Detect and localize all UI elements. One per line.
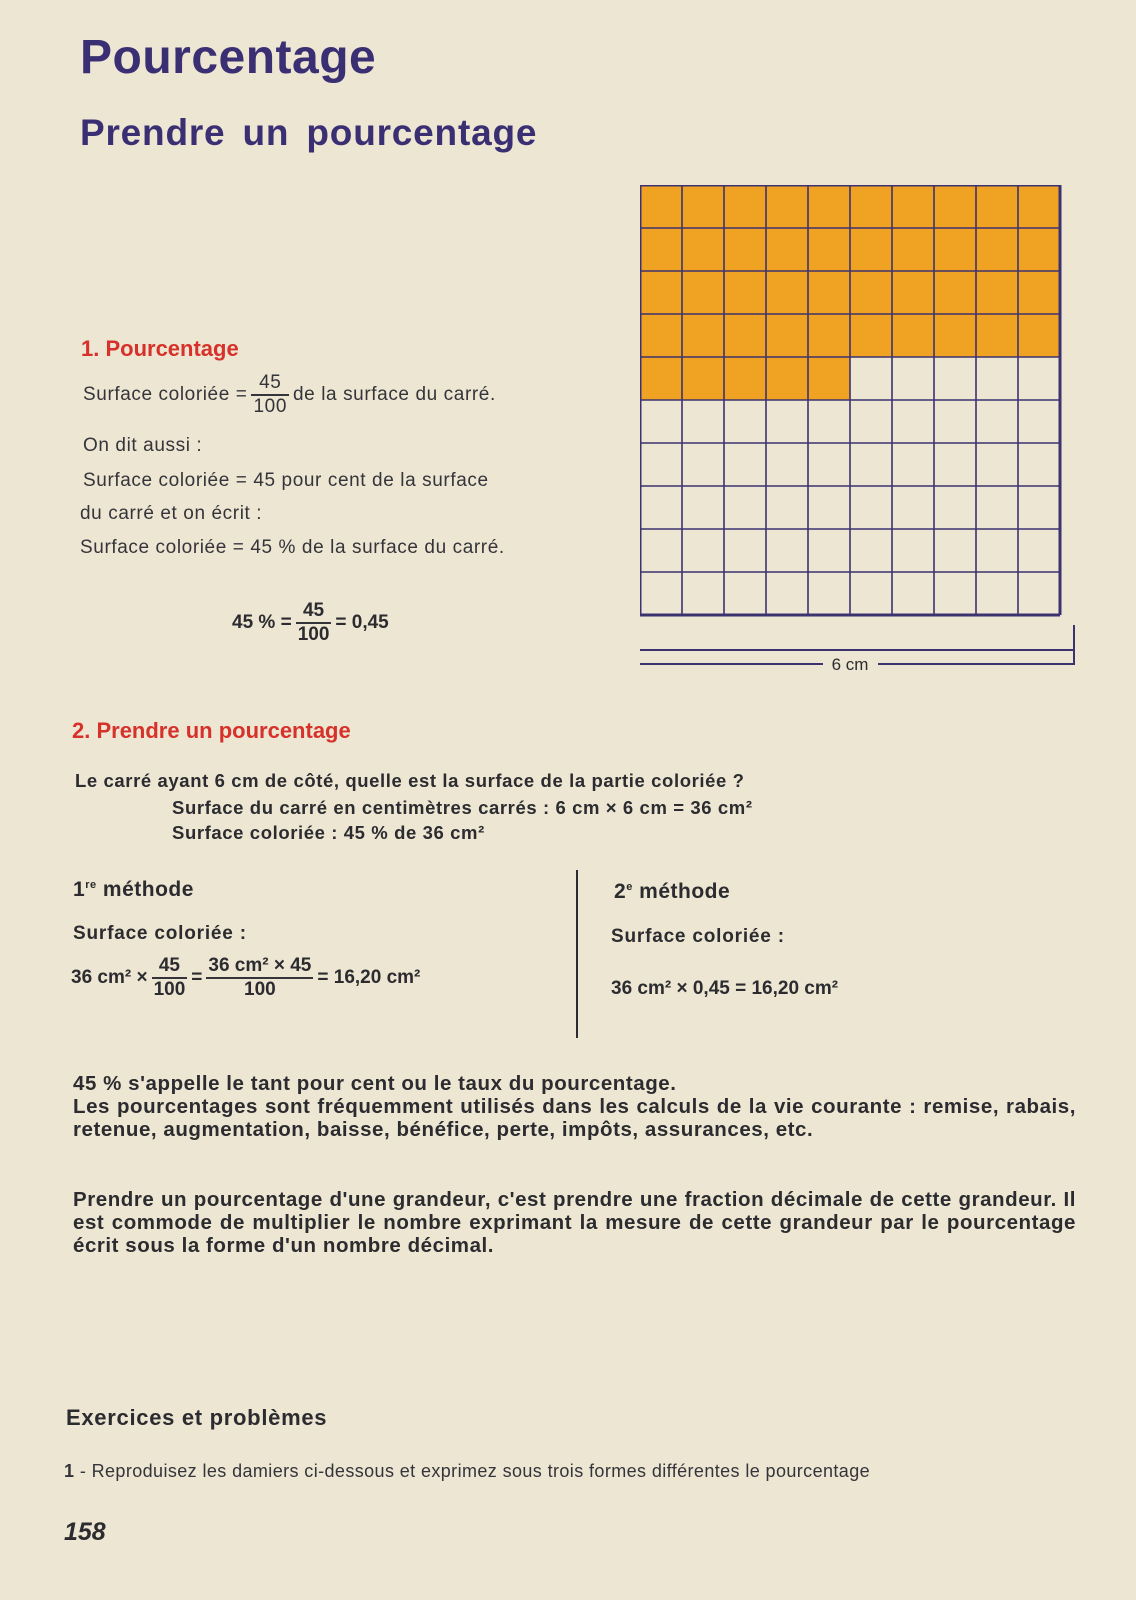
section1-line1-left: Surface coloriée = — [83, 383, 248, 405]
grid-cell-colored — [1018, 314, 1060, 357]
method1-fraction1 — [152, 955, 188, 1001]
fraction-denominator: 100 — [244, 978, 276, 1000]
surface-carre-line: Surface du carré en centimètres carrés : 6 cm × 6 cm = 36 cm² — [172, 797, 753, 818]
grid-cell-colored — [724, 357, 766, 400]
grid-cell-colored — [808, 228, 850, 271]
grid-cell-colored — [640, 314, 682, 357]
page-number: 158 — [64, 1518, 106, 1546]
grid-cell-colored — [766, 357, 808, 400]
section1-line2: On dit aussi : — [83, 435, 203, 456]
grid-cell-colored — [892, 314, 934, 357]
grid-cell-colored — [976, 185, 1018, 228]
grid-cell-colored — [640, 228, 682, 271]
grid-cell-colored — [766, 228, 808, 271]
method2-label: Surface coloriée : — [611, 926, 785, 947]
grid-cell-colored — [934, 228, 976, 271]
grid-cell-colored — [766, 185, 808, 228]
grid-cell-colored — [976, 314, 1018, 357]
grid-cell-colored — [892, 185, 934, 228]
dimension-label: 6 cm — [831, 655, 869, 674]
method1-fraction2 — [206, 955, 313, 1001]
exercise-item-1 — [64, 1461, 870, 1482]
grid-cell-colored — [892, 271, 934, 314]
percentage-grid — [640, 185, 1080, 675]
grid-cell-colored — [808, 271, 850, 314]
method1-title: 1re méthode — [73, 878, 194, 901]
exercise-number: 1 — [64, 1461, 75, 1481]
equation-right: = 0,45 — [335, 611, 389, 633]
surface-coloriee-line: Surface coloriée : 45 % de 36 cm² — [172, 822, 485, 843]
page-subtitle: Prendre un pourcentage — [80, 112, 538, 153]
method1-label: Surface coloriée : — [73, 923, 247, 944]
fraction-denominator: 100 — [153, 978, 186, 1000]
page-title: Pourcentage — [80, 31, 377, 84]
method1-part3: = 16,20 cm² — [317, 966, 421, 988]
section1-heading: 1. Pourcentage — [81, 336, 239, 361]
section1-fraction — [251, 372, 289, 418]
equation-fraction — [296, 600, 332, 646]
grid-cell-colored — [766, 271, 808, 314]
fraction-numerator: 36 cm² × 45 — [206, 955, 313, 979]
grid-cell-colored — [682, 271, 724, 314]
grid-cell-colored — [808, 185, 850, 228]
section1-line1 — [83, 372, 496, 418]
fraction-denominator: 100 — [253, 395, 287, 417]
method2-title: 2e méthode — [614, 880, 731, 903]
grid-cell-colored — [850, 314, 892, 357]
grid-cell-colored — [934, 185, 976, 228]
section1-line5: Surface coloriée = 45 % de la surface du carré. — [80, 537, 505, 558]
section1-equation — [232, 600, 389, 646]
section1-line1-right: de la surface du carré. — [293, 383, 496, 405]
grid-cell-colored — [724, 271, 766, 314]
fraction-numerator: 45 — [296, 600, 332, 624]
grid-cell-colored — [724, 314, 766, 357]
definition-paragraph — [73, 1072, 1076, 1141]
equation-left: 45 % = — [232, 611, 292, 633]
grid-cell-colored — [892, 228, 934, 271]
method1-part2: = — [191, 966, 203, 988]
grid-cell-colored — [850, 228, 892, 271]
grid-cell-colored — [766, 314, 808, 357]
paragraph1-line1: 45 % s'appelle le tant pour cent ou le taux du pourcentage. — [73, 1072, 677, 1095]
method1-part1: 36 cm² × — [71, 966, 148, 988]
grid-cell-colored — [808, 314, 850, 357]
grid-cell-colored — [976, 228, 1018, 271]
grid-cell-colored — [1018, 228, 1060, 271]
grid-cell-colored — [1018, 185, 1060, 228]
grid-cell-colored — [934, 314, 976, 357]
fraction-numerator: 45 — [251, 372, 289, 396]
grid-cell-colored — [976, 271, 1018, 314]
grid-cell-colored — [724, 228, 766, 271]
grid-cell-colored — [682, 314, 724, 357]
method-divider — [576, 870, 578, 1038]
grid-cell-colored — [724, 185, 766, 228]
grid-cell-colored — [850, 271, 892, 314]
section2-heading: 2. Prendre un pourcentage — [72, 718, 351, 743]
grid-cell-colored — [682, 228, 724, 271]
grid-cell-colored — [808, 357, 850, 400]
exercises-heading: Exercices et problèmes — [66, 1405, 328, 1430]
fraction-denominator: 100 — [297, 623, 330, 645]
grid-cell-colored — [850, 185, 892, 228]
grid-cell-colored — [640, 185, 682, 228]
grid-cell-colored — [1018, 271, 1060, 314]
grid-cell-colored — [934, 271, 976, 314]
grid-cell-colored — [640, 271, 682, 314]
grid-cell-colored — [682, 185, 724, 228]
section1-line4: du carré et on écrit : — [80, 503, 263, 524]
section1-line3: Surface coloriée = 45 pour cent de la surface — [83, 470, 489, 491]
method2-equation: 36 cm² × 0,45 = 16,20 cm² — [611, 978, 839, 999]
grid-cell-colored — [640, 357, 682, 400]
section2-question: Le carré ayant 6 cm de côté, quelle est la surface de la partie coloriée ? — [75, 770, 745, 791]
rule-paragraph: Prendre un pourcentage d'une grandeur, c'est prendre une fraction décimale de cette grandeur. Il est commode de multiplier le nombre exprimant la mesure de cette grandeur par le pourcentage écrit sous la forme d'un nombre décimal. — [73, 1188, 1076, 1257]
method1-equation — [71, 955, 420, 1001]
paragraph1-rest: Les pourcentages sont fréquemment utilisés dans les calculs de la vie courante : remise, rabais, retenue, augmentation, baisse, bénéfice, perte, impôts, assurances, etc. — [73, 1095, 1076, 1141]
fraction-numerator: 45 — [152, 955, 188, 979]
exercise-text: - Reproduisez les damiers ci-dessous et exprimez sous trois formes différentes le pourcentage — [74, 1461, 871, 1481]
grid-cell-colored — [682, 357, 724, 400]
